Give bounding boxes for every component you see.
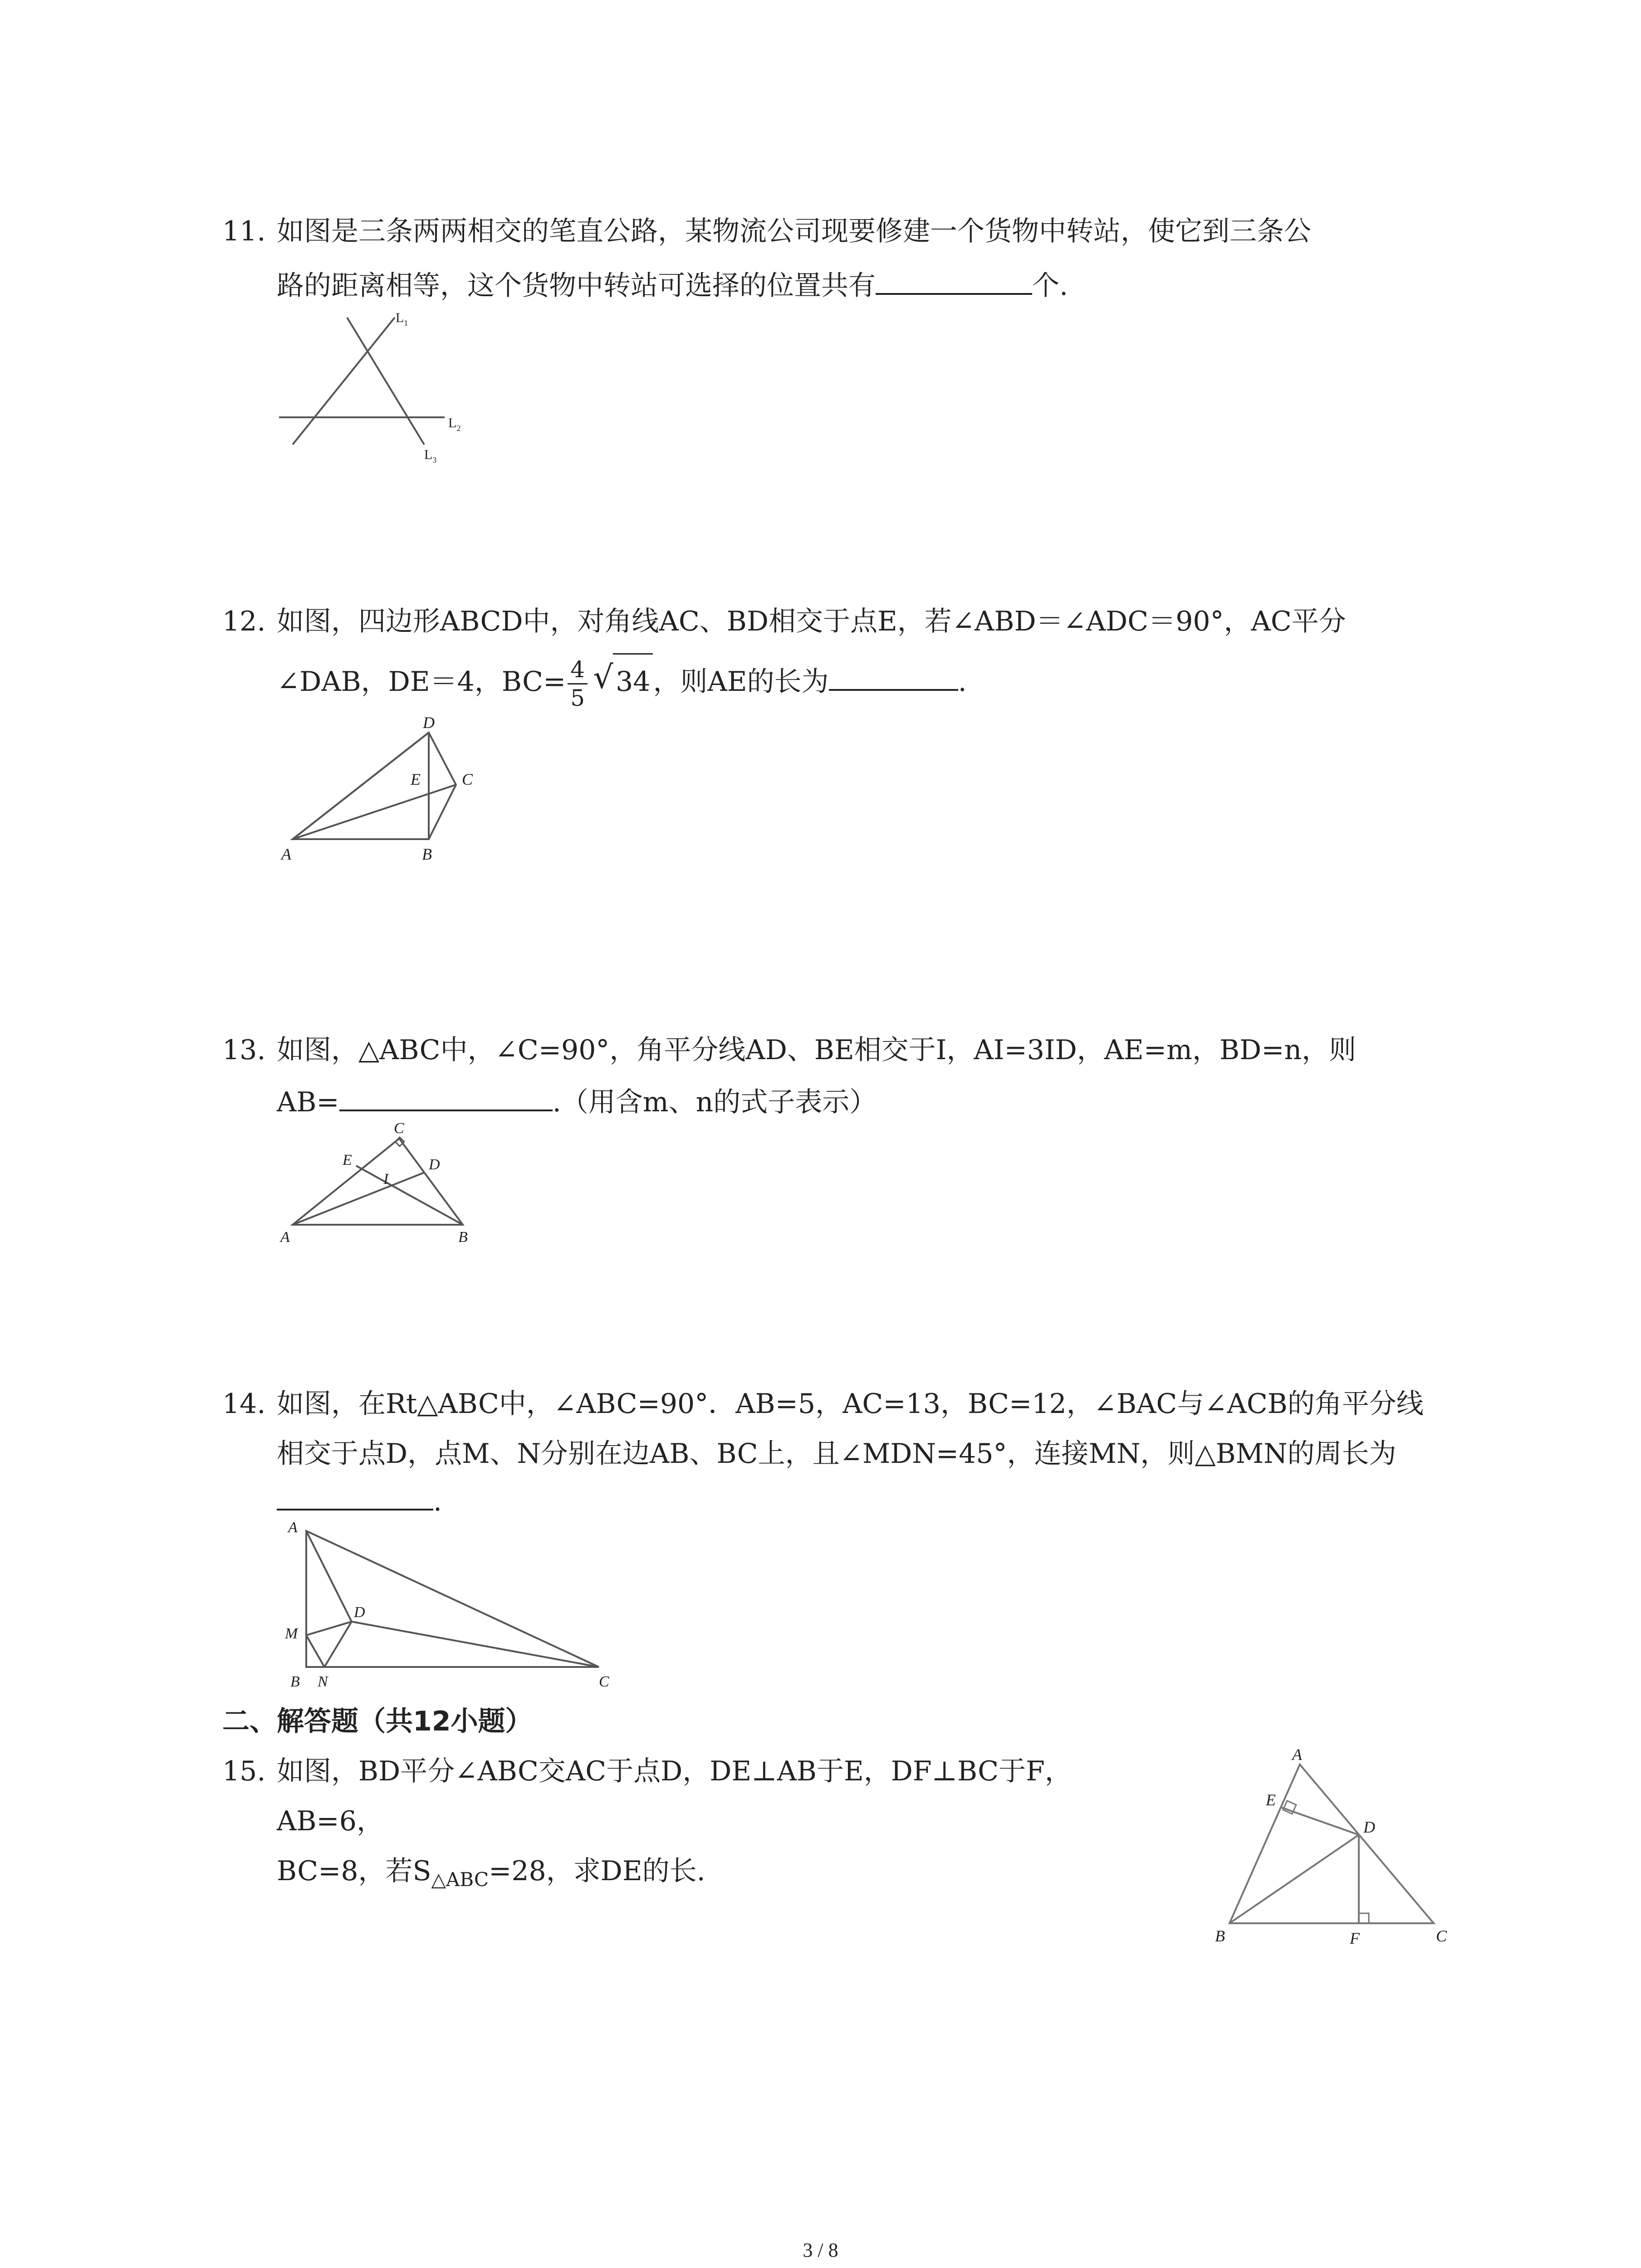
q14-text-1: 如图，在Rt△ABC中，∠ABC=90°．AB=5，AC=13，BC=12，∠BAC与∠ACB的角平分线 bbox=[277, 1388, 1424, 1420]
q11-text-2b: 个. bbox=[1032, 270, 1068, 302]
q14-triangle bbox=[306, 1531, 599, 1667]
q14-label-m: M bbox=[285, 1625, 298, 1642]
q15-label-f: F bbox=[1350, 1929, 1360, 1947]
q15-triangle bbox=[1230, 1765, 1434, 1923]
q15-label-d: D bbox=[1363, 1818, 1375, 1836]
q12-text-2c: . bbox=[958, 666, 967, 698]
q11-figure-roads bbox=[272, 308, 499, 472]
q13-text-2a: AB= bbox=[277, 1086, 339, 1118]
q14-ad bbox=[306, 1531, 352, 1622]
q15-text-3b: =28，求DE的长. bbox=[489, 1855, 705, 1887]
q14-text-3b: . bbox=[433, 1486, 442, 1517]
q12-figure-quadrilateral bbox=[272, 712, 508, 866]
q14-line2 bbox=[277, 1436, 1396, 1472]
road-l1 bbox=[293, 318, 395, 445]
q13-number: 13. bbox=[222, 1034, 266, 1066]
q11-number: 11. bbox=[222, 215, 266, 247]
q13-label-a: A bbox=[280, 1229, 290, 1246]
q15-text-2: AB=6， bbox=[277, 1805, 384, 1837]
q15-figure-triangle bbox=[1202, 1742, 1474, 1950]
label-l3: $L_3$ bbox=[424, 447, 437, 464]
q13-line1 bbox=[222, 1032, 1356, 1068]
q14-label-c: C bbox=[599, 1673, 609, 1690]
q12-ad bbox=[293, 733, 429, 839]
q14-number: 14. bbox=[222, 1388, 266, 1420]
fraction-denominator: 5 bbox=[570, 684, 585, 711]
q12-number: 12. bbox=[222, 606, 266, 637]
q14-label-a: A bbox=[288, 1519, 298, 1536]
q11-line2 bbox=[277, 268, 1068, 304]
q12-label-c: C bbox=[462, 770, 473, 788]
q12-text-2b: ，则AE的长为 bbox=[653, 666, 829, 698]
q15-line2 bbox=[277, 1803, 384, 1839]
q13-label-e: E bbox=[343, 1152, 352, 1168]
q12-diag-ac bbox=[293, 785, 456, 839]
q12-label-e: E bbox=[411, 770, 421, 788]
q13-answer-blank[interactable] bbox=[339, 1084, 553, 1111]
q14-text-2: 相交于点D，点M、N分别在边AB、BC上，且∠MDN=45°，连接MN，则△BMN的周长为 bbox=[277, 1438, 1396, 1470]
q12-fraction bbox=[568, 656, 588, 712]
q13-figure-triangle bbox=[272, 1120, 490, 1247]
q12-line1 bbox=[222, 603, 1346, 640]
q15-label-b: B bbox=[1215, 1927, 1225, 1945]
section-heading-answer-questions: 二、解答题（共12小题） bbox=[222, 1706, 533, 1737]
q11-text-2a: 路的距离相等，这个货物中转站可选择的位置共有 bbox=[277, 270, 876, 302]
q13-line2 bbox=[277, 1084, 877, 1120]
q15-right-angle-f bbox=[1359, 1913, 1369, 1923]
label-l1: $L_1$ bbox=[396, 310, 408, 327]
q11-text-1: 如图是三条两两相交的笔直公路，某物流公司现要修建一个货物中转站，使它到三条公 bbox=[277, 215, 1311, 247]
q12-line2 bbox=[277, 653, 967, 712]
q14-label-b: B bbox=[290, 1673, 300, 1690]
q12-text-2a: ∠DAB，DE＝4，BC= bbox=[277, 666, 566, 698]
q14-label-d: D bbox=[354, 1604, 365, 1621]
page-number: 3 / 8 bbox=[803, 2239, 838, 2261]
q15-line3 bbox=[277, 1853, 705, 1898]
q13-label-c: C bbox=[394, 1120, 404, 1137]
q12-label-a: A bbox=[281, 845, 291, 863]
q14-label-n: N bbox=[318, 1673, 328, 1690]
fraction-numerator: 4 bbox=[568, 656, 588, 684]
q13-label-b: B bbox=[458, 1229, 468, 1246]
q12-label-b: B bbox=[422, 845, 432, 863]
q14-line1 bbox=[222, 1386, 1424, 1422]
q15-text-1: 如图，BD平分∠ABC交AC于点D，DE⊥AB于E，DF⊥BC于F， bbox=[277, 1755, 1072, 1787]
q11-line1 bbox=[222, 213, 1311, 249]
q13-label-d: D bbox=[429, 1156, 440, 1173]
q13-bisector-ad bbox=[293, 1173, 424, 1225]
q12-quad bbox=[293, 733, 456, 839]
q15-label-e: E bbox=[1266, 1791, 1276, 1809]
q13-triangle bbox=[293, 1139, 463, 1225]
q14-mn bbox=[306, 1635, 324, 1667]
q13-label-i: I bbox=[383, 1171, 389, 1188]
q15-text-3a: BC=8，若S bbox=[277, 1855, 431, 1887]
q15-label-c: C bbox=[1436, 1927, 1447, 1945]
q15-number: 15. bbox=[222, 1755, 266, 1787]
q12-label-d: D bbox=[423, 714, 435, 732]
q11-answer-blank[interactable] bbox=[876, 268, 1032, 295]
q12-answer-blank[interactable] bbox=[829, 664, 958, 691]
q14-cd bbox=[352, 1622, 599, 1667]
label-l2: $L_2$ bbox=[448, 415, 461, 433]
q15-area-subscript: △ABC bbox=[431, 1868, 489, 1891]
q13-bisector-be bbox=[356, 1166, 463, 1225]
q13-text-2b: .（用含m、n的式子表示） bbox=[552, 1086, 877, 1118]
q13-text-1: 如图，△ABC中，∠C=90°，角平分线AD、BE相交于I，AI=3ID，AE=m，BD=n，则 bbox=[277, 1034, 1357, 1066]
q14-figure-right-triangle bbox=[272, 1520, 635, 1692]
q14-line3 bbox=[277, 1483, 442, 1520]
q14-answer-blank[interactable] bbox=[277, 1483, 433, 1510]
q15-label-a: A bbox=[1292, 1745, 1302, 1764]
road-l3 bbox=[347, 318, 424, 445]
q15-line1 bbox=[222, 1753, 1072, 1789]
q12-text-1: 如图，四边形ABCD中，对角线AC、BD相交于点E，若∠ABD＝∠ADC＝90°，AC平分 bbox=[277, 606, 1346, 637]
q12-sqrt: √ 34 bbox=[613, 653, 653, 709]
